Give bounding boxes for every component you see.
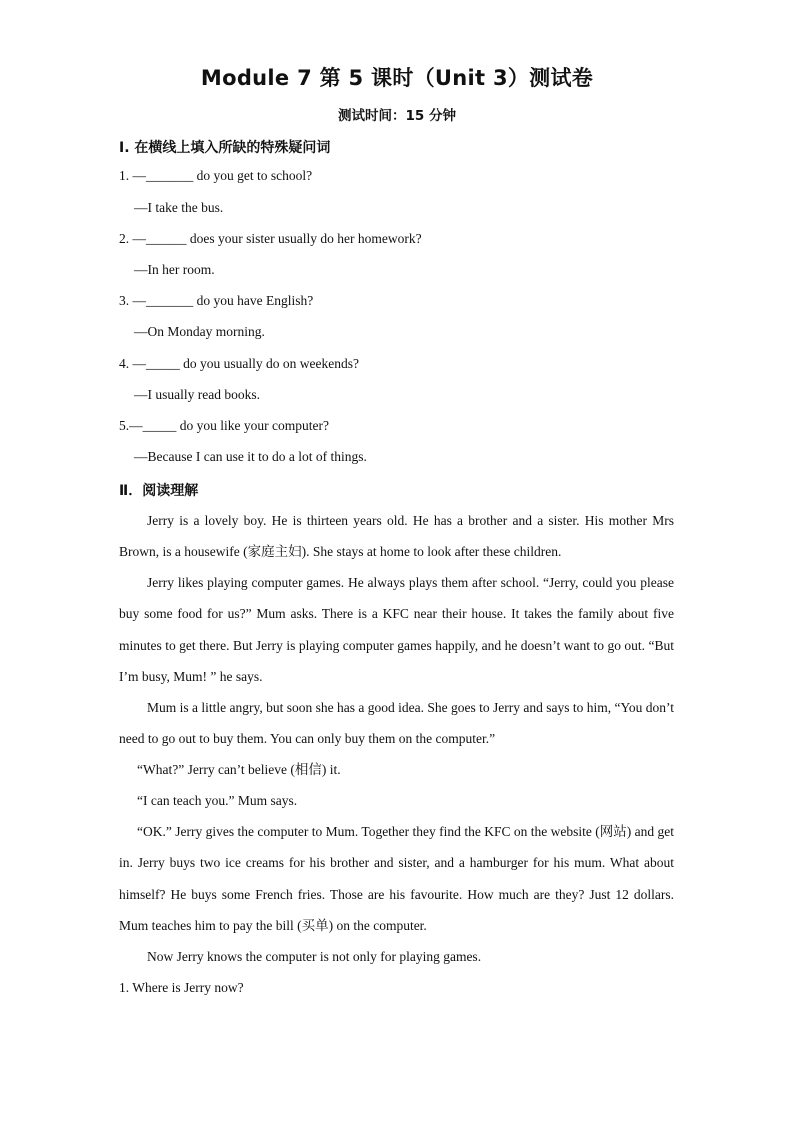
reading-paragraph-2: Jerry likes playing computer games. He always plays them after school. “Jerry, could you please buy some food for us?” Mum asks. There is a KFC near their house. It takes the family about five minutes to get there. But Jerry is playing computer games happily, and he doesn’t want to go out. “But I’m busy, Mum! ” he says.: [119, 575, 674, 684]
answer-1: —I take the bus.: [134, 200, 224, 215]
reading-paragraph-7: Now Jerry knows the computer is not only for playing games.: [147, 949, 482, 964]
section-2-heading: Ⅱ．阅读理解: [119, 483, 199, 499]
question-2: 2. —______ does your sister usually do her homework?: [119, 231, 422, 246]
question-5: 5.—_____ do you like your computer?: [119, 418, 329, 433]
reading-paragraph-4: “What?” Jerry can’t believe (相信) it.: [137, 762, 341, 777]
answer-5: —Because I can use it to do a lot of things.: [134, 449, 367, 464]
question-3: 3. —_______ do you have English?: [119, 293, 314, 308]
reading-paragraph-3: Mum is a little angry, but soon she has a good idea. She goes to Jerry and says to him, “You don’t need to go out to buy them. You can only buy them on the computer.”: [119, 700, 674, 747]
reading-paragraph-1: Jerry is a lovely boy. He is thirteen years old. He has a brother and a sister. His mother Mrs Brown, is a housewife (家庭主妇). She stays at home to look after these children.: [119, 513, 674, 560]
section-1-heading: I. 在横线上填入所缺的特殊疑问词: [119, 140, 331, 156]
reading-question-1: 1. Where is Jerry now?: [119, 980, 244, 995]
answer-2: —In her room.: [134, 262, 215, 277]
question-1: 1. —_______ do you get to school?: [119, 168, 313, 183]
page-title: Module 7 第 5 课时（Unit 3）测试卷: [200, 66, 594, 90]
answer-4: —I usually read books.: [134, 387, 260, 402]
question-4: 4. —_____ do you usually do on weekends?: [119, 356, 359, 371]
reading-paragraph-5: “I can teach you.” Mum says.: [137, 793, 298, 808]
reading-paragraph-6: “OK.” Jerry gives the computer to Mum. Together they find the KFC on the website (网站) and get in. Jerry buys two ice creams for his brother and sister, and a hamburger for his mum. What about himself? He buys some French fries. Those are his favourite. How much are they? Just 12 dollars. Mum teaches him to pay the bill (买单) on the computer.: [119, 824, 674, 933]
test-time: 测试时间：15 分钟: [338, 108, 456, 124]
answer-3: —On Monday morning.: [134, 324, 265, 339]
